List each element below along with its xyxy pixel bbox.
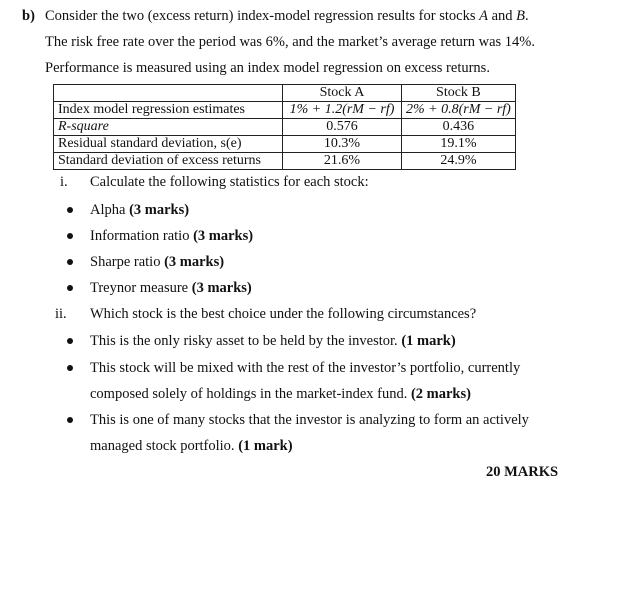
item-marks: (1 mark) [238, 438, 293, 454]
list-item: This is one of many stocks that the investor is analyzing to form an actively [90, 412, 529, 428]
bullet-icon [67, 338, 73, 344]
part-i-prompt: Calculate the following statistics for each stock: [90, 174, 369, 190]
bullet-icon [67, 207, 73, 213]
item-marks: (3 marks) [193, 228, 254, 244]
table-header-blank [54, 85, 283, 102]
table-header-row [54, 85, 516, 102]
bullet-icon [67, 285, 73, 291]
row-label: R-square [54, 119, 283, 136]
cell-stock-a: 10.3% [283, 136, 402, 153]
item-text: Treynor measure [90, 280, 192, 296]
bullet-icon [67, 259, 73, 265]
regression-table [53, 84, 516, 170]
list-item-continuation [90, 385, 471, 403]
list-item: This stock will be mixed with the rest of the investor’s portfolio, currently [90, 360, 521, 376]
table-row [54, 153, 516, 170]
item-text: managed stock portfolio. [90, 438, 239, 454]
intro-line-1-text: Consider the two (excess return) index-model regression results for stocks [45, 8, 480, 24]
list-item-continuation [90, 437, 293, 455]
item-marks: (3 marks) [191, 280, 252, 296]
intro-line-1-end: . [525, 8, 529, 24]
table-row [54, 119, 516, 136]
item-text: composed solely of holdings in the market-index fund. [90, 386, 411, 402]
bullet-icon [67, 365, 73, 371]
stock-a-letter: A [479, 8, 488, 24]
list-item [90, 253, 224, 271]
item-text: Sharpe ratio [90, 254, 165, 270]
list-item [90, 332, 456, 350]
intro-line-1-and: and [487, 8, 517, 24]
list-item [90, 201, 189, 219]
cell-stock-b: 19.1% [402, 136, 516, 153]
item-text: Information ratio [90, 228, 194, 244]
bullet-icon [67, 417, 73, 423]
cell-stock-a: 0.576 [283, 119, 402, 136]
table-row [54, 136, 516, 153]
list-item [90, 227, 253, 245]
total-marks: 20 MARKS [486, 464, 559, 480]
intro-line-2: The risk free rate over the period was 6%, and the market’s average return was 14%. [45, 34, 535, 50]
item-marks: (2 marks) [410, 386, 471, 402]
bullet-icon [67, 233, 73, 239]
item-text: Alpha [90, 202, 130, 218]
stock-b-letter: B [516, 8, 525, 24]
intro-line-3: Performance is measured using an index model regression on excess returns. [45, 60, 490, 76]
cell-stock-b: 0.436 [402, 119, 516, 136]
row-label: Standard deviation of excess returns [54, 153, 283, 170]
part-label: b) [22, 8, 35, 24]
cell-stock-b: 2% + 0.8(rM − rf) [402, 102, 516, 119]
table-row [54, 102, 516, 119]
list-item [90, 279, 252, 297]
item-text: This is the only risky asset to be held by the investor. [90, 333, 402, 349]
row-label: Index model regression estimates [54, 102, 283, 119]
table-header-stock-b: Stock B [402, 85, 516, 102]
part-i-numeral: i. [60, 174, 68, 190]
cell-stock-b: 24.9% [402, 153, 516, 170]
item-marks: (3 marks) [164, 254, 225, 270]
row-label: Residual standard deviation, s(e) [54, 136, 283, 153]
part-ii-prompt: Which stock is the best choice under the following circumstances? [90, 306, 477, 322]
cell-stock-a: 21.6% [283, 153, 402, 170]
part-ii-numeral: ii. [55, 306, 67, 322]
intro-line-1 [45, 7, 529, 25]
table-header-stock-a: Stock A [283, 85, 402, 102]
item-marks: (3 marks) [129, 202, 190, 218]
item-marks: (1 mark) [401, 333, 456, 349]
cell-stock-a: 1% + 1.2(rM − rf) [283, 102, 402, 119]
